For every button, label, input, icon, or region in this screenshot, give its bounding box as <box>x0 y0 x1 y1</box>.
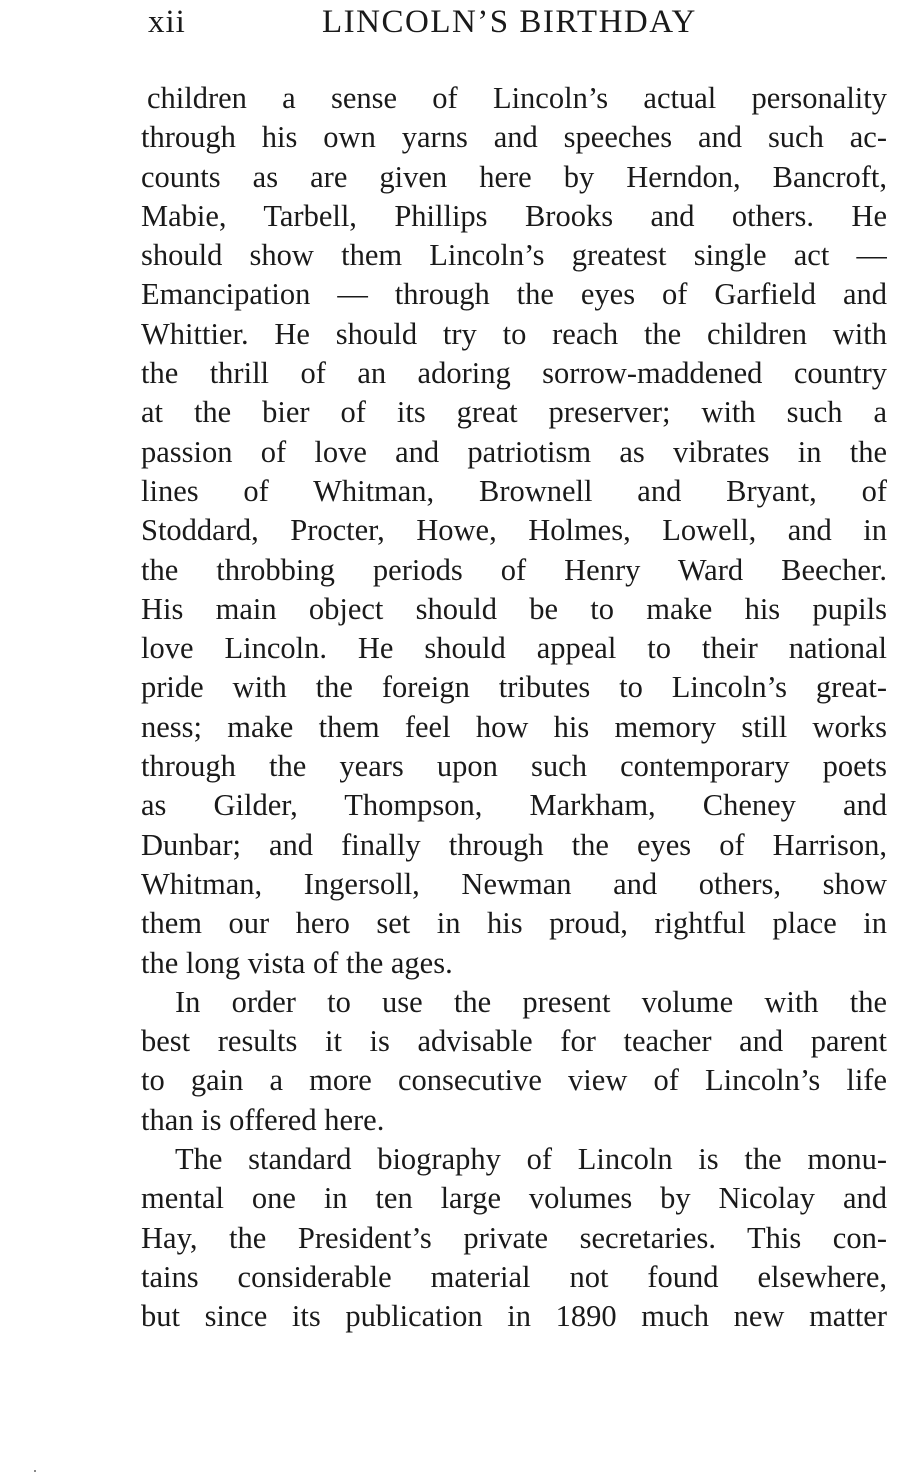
text-line: but since its publication in 1890 much new matter <box>141 1299 887 1334</box>
running-title: LINCOLN’S BIRTHDAY <box>322 4 697 40</box>
text-line: Mabie, Tarbell, Phillips Brooks and others. He <box>141 198 887 233</box>
text-line: as Gilder, Thompson, Markham, Cheney and <box>141 788 887 823</box>
text-line: love Lincoln. He should appeal to their national <box>141 631 887 666</box>
text-line: best results it is advisable for teacher and parent <box>141 1024 887 1059</box>
text-line: passion of love and patriotism as vibrates in the <box>141 434 887 469</box>
running-head <box>0 4 900 52</box>
text-line: children a sense of Lincoln’s actual personality <box>147 81 887 115</box>
text-line: tains considerable material not found elsewhere, <box>141 1259 887 1294</box>
text-line: than is offered here. <box>141 1102 385 1137</box>
text-line: the thrill of an adoring sorrow-maddened country <box>141 356 887 391</box>
text-line: Hay, the President’s private secretaries. This con- <box>141 1220 887 1255</box>
paragraph-2 <box>141 983 887 1140</box>
paragraph-container <box>141 79 887 1337</box>
text-line: mental one in ten large volumes by Nicolay and <box>141 1181 887 1216</box>
text-line: the throbbing periods of Henry Ward Beecher. <box>141 552 887 587</box>
text-line: Whittier. He should try to reach the children with <box>141 316 887 351</box>
text-line: them our hero set in his proud, rightful place in <box>141 906 887 941</box>
text-line: through the years upon such contemporary poets <box>141 749 887 784</box>
text-line: In order to use the present volume with the <box>175 984 887 1019</box>
body-text <box>141 79 887 1337</box>
text-line: to gain a more consecutive view of Lincoln’s life <box>141 1063 887 1098</box>
page-number: xii <box>148 4 186 40</box>
text-line: pride with the foreign tributes to Lincoln’s great- <box>141 670 887 705</box>
text-line: ness; make them feel how his memory still works <box>141 709 887 744</box>
text-line: lines of Whitman, Brownell and Bryant, of <box>141 473 887 508</box>
text-line: through his own yarns and speeches and such ac- <box>141 120 887 155</box>
text-line: The standard biography of Lincoln is the monu- <box>175 1142 887 1177</box>
text-line: Emancipation — through the eyes of Garfield and <box>141 277 887 312</box>
paragraph-1 <box>141 79 887 983</box>
text-line: Stoddard, Procter, Howe, Holmes, Lowell, and in <box>141 513 887 548</box>
text-line: Whitman, Ingersoll, Newman and others, show <box>141 866 887 901</box>
text-line: Dunbar; and finally through the eyes of Harrison, <box>141 827 887 862</box>
text-line: His main object should be to make his pupils <box>141 591 887 626</box>
text-line: should show them Lincoln’s greatest single act — <box>141 238 887 273</box>
text-line: the long vista of the ages. <box>141 945 453 980</box>
text-line: at the bier of its great preserver; with such a <box>141 395 887 430</box>
scan-speck <box>34 1470 36 1472</box>
paragraph-3 <box>141 1140 887 1336</box>
text-line: counts as are given here by Herndon, Bancroft, <box>141 159 887 194</box>
